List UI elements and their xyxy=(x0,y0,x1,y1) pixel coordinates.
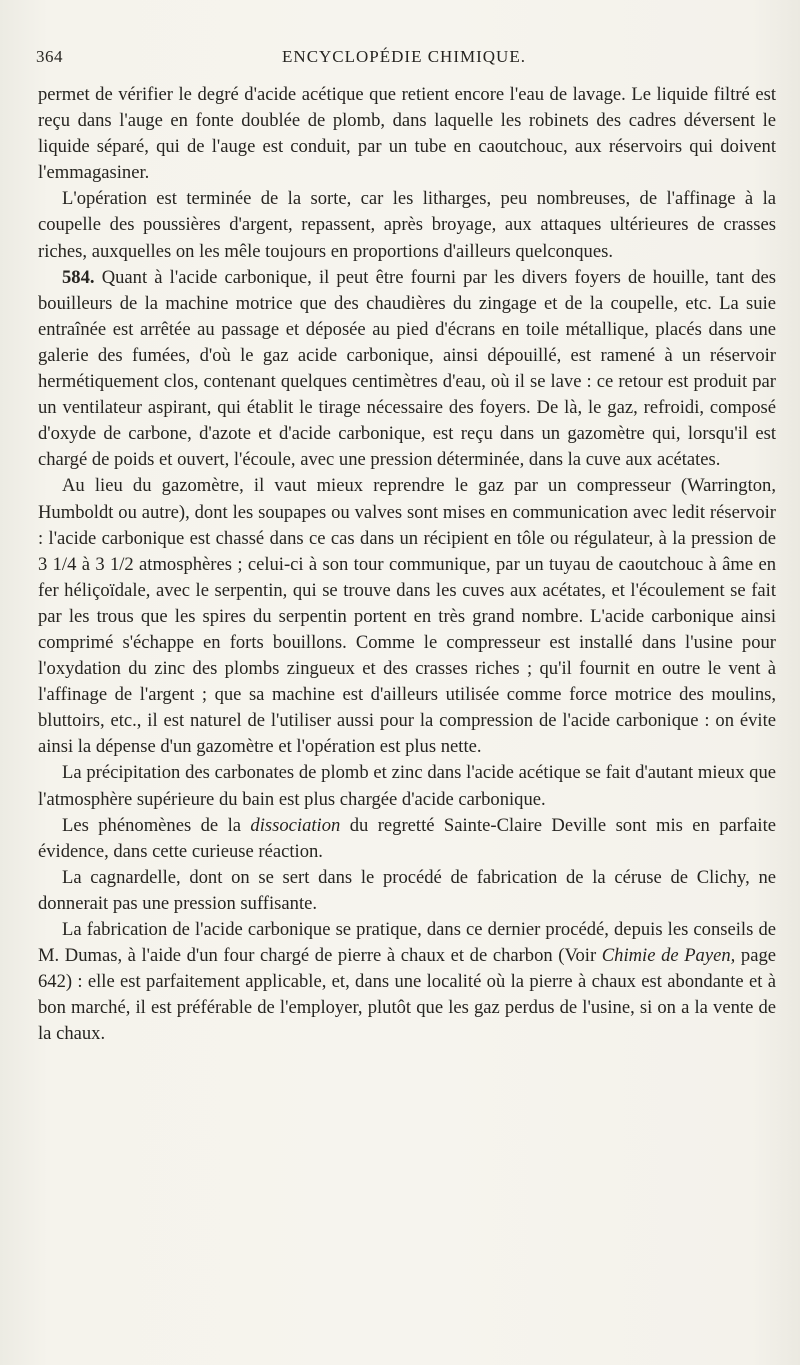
paragraph-compresseur: Au lieu du gazomètre, il vaut mieux reprendre le gaz par un compresseur (Warrington, Humboldt ou autre), dont les soupapes ou valves sont mises en communication avec ledit réservoir : l'acide carbonique est chassé dans ce cas dans un récipient en tôle ou régulateur, à la pression de 3 1/4 à 3 1/2 atmosphères ; celui-ci à son tour communique, par un tuyau de caoutchouc à âme en fer héliçoïdale, avec le serpentin, qui se trouve dans les cuves aux acétates, et l'écoulement se fait par les trous que les spires du serpentin portent en très grand nombre. L'acide carbonique ainsi comprimé s'échappe en forts bouillons. Comme le compresseur est installé dans l'usine pour l'oxydation du zinc des plombs zingueux et des crasses riches ; qu'il fournit en outre le vent à l'affinage de l'argent ; que sa machine est d'ailleurs utilisée comme force motrice des moulins, bluttoirs, etc., il est naturel de l'utiliser aussi pour la compression de l'acide carbonique : on évite ainsi la dépense d'un gazomètre et l'opération est plus nette. xyxy=(38,475,776,758)
paragraph-584-text: Quant à l'acide carbonique, il peut être fourni par les divers foyers de houille, tant des bouilleurs de la machine motrice que des chaudières du zingage et de la coupelle, etc. La suie entraînée est arrêtée au passage et déposée au pied d'écrans en toile métallique, placés dans une galerie des fumées, d'où le gaz acide carbonique, ainsi dépouillé, est ramené à un réservoir hermétiquement clos, contenant quelques centimètres d'eau, où il se lave : ce retour est produit par un ventilateur aspirant, qui établit le tirage nécessaire des foyers. De là, le gaz, refroidi, composé d'oxyde de carbone, d'azote et d'acide carbonique, est reçu dans un gazomètre qui, lorsqu'il est chargé de poids et ouvert, l'écoule, avec une pression déterminée, dans la cuve aux acétates. xyxy=(38,266,776,471)
body-text xyxy=(38,82,776,1047)
paragraph-584-acide-carbonique xyxy=(38,265,776,474)
paragraph-fabrication xyxy=(38,917,776,1047)
paragraph-operation-terminee: L'opération est terminée de la sorte, car les litharges, peu nombreuses, de l'affinage à la coupelle des poussières d'argent, repassent, après broyage, aux attaques ultérieures de crasses riches, auxquelles on les mêle toujours en proportions d'ailleurs quelconques. xyxy=(38,188,776,262)
paragraph-dissociation-after: du regretté Sainte-Claire Deville sont mis en parfaite évidence, dans cette curieuse réaction. xyxy=(38,814,776,862)
italic-term-dissociation: dissociation xyxy=(250,814,341,836)
italic-reference-chimie-de-payen: Chimie de Payen, xyxy=(601,945,736,967)
section-number: 584. xyxy=(62,266,95,288)
running-title: ENCYCLOPÉDIE CHIMIQUE. xyxy=(282,47,526,66)
paragraph-dissociation xyxy=(38,813,776,865)
paragraph-fabrication-before: La fabrication de l'acide carbonique se pratique, dans ce dernier procédé, depuis les conseils de M. Dumas, à l'aide d'un four chargé de pierre à chaux et de charbon (Voir xyxy=(38,919,776,967)
paragraph-cagnardelle: La cagnardelle, dont on se sert dans le procédé de fabrication de la céruse de Clichy, ne donnerait pas une pression suffisante. xyxy=(38,866,776,914)
paragraph-fabrication-after: page 642) : elle est parfaitement applicable, et, dans une localité où la pierre à chaux est abondante et à bon marché, il est préférable de l'employer, plutôt que les gaz perdus de l'usine, si on a la vente de la chaux. xyxy=(38,945,776,1045)
running-head xyxy=(36,47,772,71)
page-number: 364 xyxy=(36,47,63,66)
paragraph-dissociation-before: Les phénomènes de la xyxy=(62,814,251,836)
paragraph-precipitation: La précipitation des carbonates de plomb et zinc dans l'acide acétique se fait d'autant mieux que l'atmosphère supérieure du bain est plus chargée d'acide carbonique. xyxy=(38,762,776,810)
paragraph-continuation: permet de vérifier le degré d'acide acétique que retient encore l'eau de lavage. Le liquide filtré est reçu dans l'auge en fonte doublée de plomb, dans laquelle les robinets des cadres déversent le liquide séparé, qui de l'auge est conduit, par un tube en caoutchouc, aux réservoirs qui doivent l'emmagasiner. xyxy=(38,84,776,184)
